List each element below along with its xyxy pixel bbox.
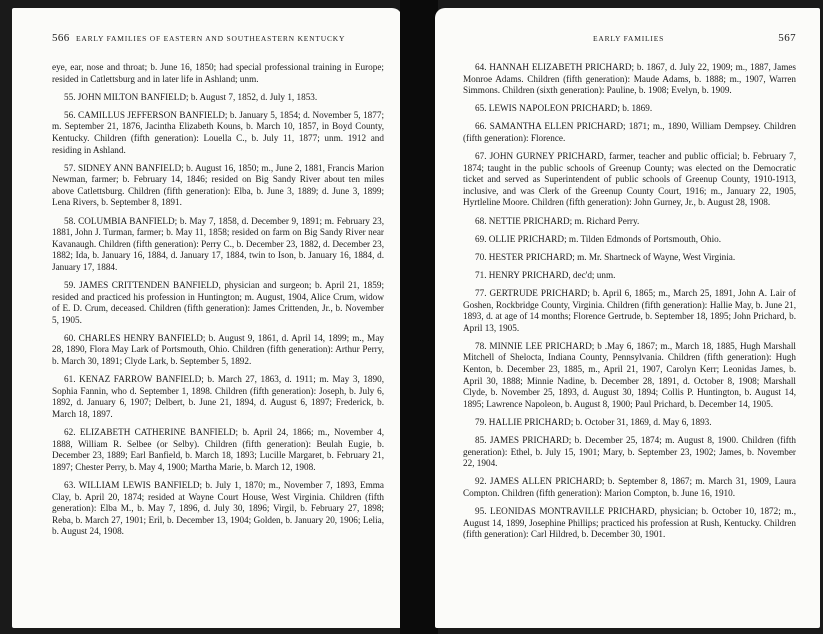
right-page <box>435 8 820 628</box>
genealogy-entry: 68. NETTIE PRICHARD; m. Richard Perry. <box>475 215 640 226</box>
genealogy-entry: 95. LEONIDAS MONTRAVILLE PRICHARD, physician; b. October 10, 1872; m., August 14, 1899, Josephine Phillips; practiced his profession at Rush, Kentucky. Children (fifth generation): Carl Hildred, b. December 30, 1901. <box>463 505 796 540</box>
genealogy-entry: 85. JAMES PRICHARD; b. December 25, 1874; m. August 8, 1900. Children (fifth generation): Ethel, b. July 15, 1901; Mary, b. September 23, 1902; James, b. November 22, 1904. <box>463 434 796 469</box>
genealogy-entry: 65. LEWIS NAPOLEON PRICHARD; b. 1869. <box>475 103 653 114</box>
right-page-header <box>463 34 796 48</box>
genealogy-entry: 66. SAMANTHA ELLEN PRICHARD; 1871; m., 1890, William Dempsey. Children (fifth generation): Florence. <box>463 121 796 143</box>
genealogy-entry: 69. OLLIE PRICHARD; m. Tilden Edmonds of Portsmouth, Ohio. <box>475 233 722 244</box>
genealogy-entry: 77. GERTRUDE PRICHARD; b. April 6, 1865; m., March 25, 1891, John A. Lair of Goshen, Rockbridge County, Virginia. Children (fifth generation): Hallie May, b. June 21, 1893, d. at age of 14 months; Florence Gertrude, b. September 18, 1895; John Prichard, b. April 13, 1905. <box>463 287 796 333</box>
book-gutter <box>400 0 438 634</box>
running-head: EARLY FAMILIES <box>593 34 665 43</box>
left-page <box>12 8 402 628</box>
page-number: 566 <box>52 32 70 44</box>
genealogy-entry: 61. KENAZ FARROW BANFIELD; b. March 27, 1863, d. 1911; m. May 3, 1890, Sophia Fannin, who d. September 1, 1898. Children (fifth generation): Joseph, b. July 6, 1892, d. January 6, 1907; Delbert, b. June 21, 1894, d. August 6, 1897; Frederick, b. March 18, 1897. <box>52 374 384 419</box>
genealogy-entry: 92. JAMES ALLEN PRICHARD; b. September 8, 1867; m. March 31, 1909, Laura Compton. Children (fifth generation): Marion Compton, b. June 16, 1910. <box>463 476 796 498</box>
genealogy-entry: 63. WILLIAM LEWIS BANFIELD; b. July 1, 1870; m., November 7, 1893, Emma Clay, b. April 20, 1874; resided at Wayne Court House, West Virginia. Children (fifth generation): Elba M., b. May 7, 1896, d. July 30, 1896; Virgil, b. February 27, 1898; Reba, b. March 27, 1901; Eril, b. December 13, 1904; Golden, b. January 20, 1906; Lelia, b. August 24, 1908. <box>52 479 384 537</box>
genealogy-entry: 60. CHARLES HENRY BANFIELD; b. August 9, 1861, d. April 14, 1899; m., May 28, 1890, Flora May Lark of Portsmouth, Ohio. Children (fifth generation): Arthur Perry, b. March 30, 1891; Clyde Lark, b. September 5, 1892. <box>52 332 384 367</box>
genealogy-entry: 67. JOHN GURNEY PRICHARD, farmer, teacher and public official; b. February 7, 1874; taught in the public schools of Greenup County; was elected on the Democratic ticket and served as Superintendent of public schools of Greenup County, 1910-1913, inclusive, and was Clerk of the Greenup County Court, 1916; m., January 22, 1905, Hyrtleline Moore. Children (fifth generation): John Gurney, Jr., b. August 28, 1908. <box>463 151 796 208</box>
genealogy-entry: 71. HENRY PRICHARD, dec'd; unm. <box>475 269 616 280</box>
left-page-header <box>52 34 384 48</box>
page-number: 567 <box>778 32 796 44</box>
genealogy-entry: 57. SIDNEY ANN BANFIELD; b. August 16, 1850; m., June 2, 1881, Francis Marion Newman, farmer; b. February 14, 1846; resided on Big Sandy River about ten miles above Catlettsburg. Children (fifth generation): Elba, b. June 3, 1889; d. June 3, 1899; Lena Rivers, b. September 8, 1891. <box>52 162 384 208</box>
running-head: EARLY FAMILIES OF EASTERN AND SOUTHEASTERN KENTUCKY <box>76 34 346 43</box>
genealogy-entry: 55. JOHN MILTON BANFIELD; b. August 7, 1852, d. July 1, 1853. <box>64 91 318 102</box>
genealogy-entry: 70. HESTER PRICHARD; m. Mr. Shartneck of Wayne, West Virginia. <box>475 251 736 262</box>
genealogy-entry: 56. CAMILLUS JEFFERSON BANFIELD; b. January 5, 1854; d. November 5, 1877; m. September 21, 1876, Jacintha Elizabeth Kouns, b. March 10, 1857, in Boyd County, Kentucky. Children (fifth generation): Louella C., b. July 11, 1877; unm. 1912 and residing in Ashland. <box>52 109 384 155</box>
genealogy-entry: 62. ELIZABETH CATHERINE BANFIELD; b. April 24, 1866; m., November 4, 1888, William R. Selbee (or Selby). Children (fifth generation): Beulah Eugie, b. December 23, 1889; Earl Banfield, b. March 18, 1893; Lucille Margaret, b. February 21, 1897; Chester Perry, b. May 4, 1900; Martha Marie, b. March 12, 1908. <box>52 427 384 472</box>
genealogy-entry: 78. MINNIE LEE PRICHARD; b .May 6, 1867; m., March 18, 1885, Hugh Marshall Mitchell of Shelocta, Indiana County, Pennsylvania. Children (fifth generation): Hugh Kenton, b. December 23, 1885, m., April 21, 1907, Carolyn Kerr; Leonidas James, b. April 30, 1888; Minnie Nadine, b. December 28, 1891, d. October 8, 1908; Marshall Clyde, b. November 25, 1893, d. August 30, 1894; Collis P. Huntington, b. August 14, 1895; Lawrence Napoleon, b. August 8, 1900; Paul Prichard, b. December 14, 1905. <box>463 340 796 409</box>
genealogy-entry: 58. COLUMBIA BANFIELD; b. May 7, 1858, d. December 9, 1891; m. February 23, 1881, John J. Turman, farmer; b. May 11, 1858; resided on farm on Big Sandy River near Kavanaugh. Children (fifth generation): Perry C., b. December 23, 1882, d. December 23, 1882; Ida, b. January 16, 1884, d. January 17, 1884, twin to Ison, b. January 16, 1884, d. January 17, 1884. <box>52 215 384 272</box>
genealogy-entry: 64. HANNAH ELIZABETH PRICHARD; b. 1867, d. July 22, 1909; m., 1887, James Monroe Adams. Children (fifth generation): Maude Adams, b. 1888; m., 1907, Warren Simmons. Children (sixth generation): Pauline, b. 1908; Evelyn, b. 1909. <box>463 62 796 96</box>
paragraph: eye, ear, nose and throat; b. June 16, 1850; had special professional training in Europe; resided in Catlettsburg and in later life in Ashland; unm. <box>52 62 384 84</box>
genealogy-entry: 59. JAMES CRITTENDEN BANFIELD, physician and surgeon; b. April 21, 1859; resided and practiced his profession in Huntington; m. August, 1904, Alice Crum, widow of E. D. Crum, deceased. Children (fifth generation): James Crittenden, Jr., b. November 5, 1905. <box>52 280 384 325</box>
genealogy-entry: 79. HALLIE PRICHARD; b. October 31, 1869, d. May 6, 1893. <box>475 416 712 427</box>
